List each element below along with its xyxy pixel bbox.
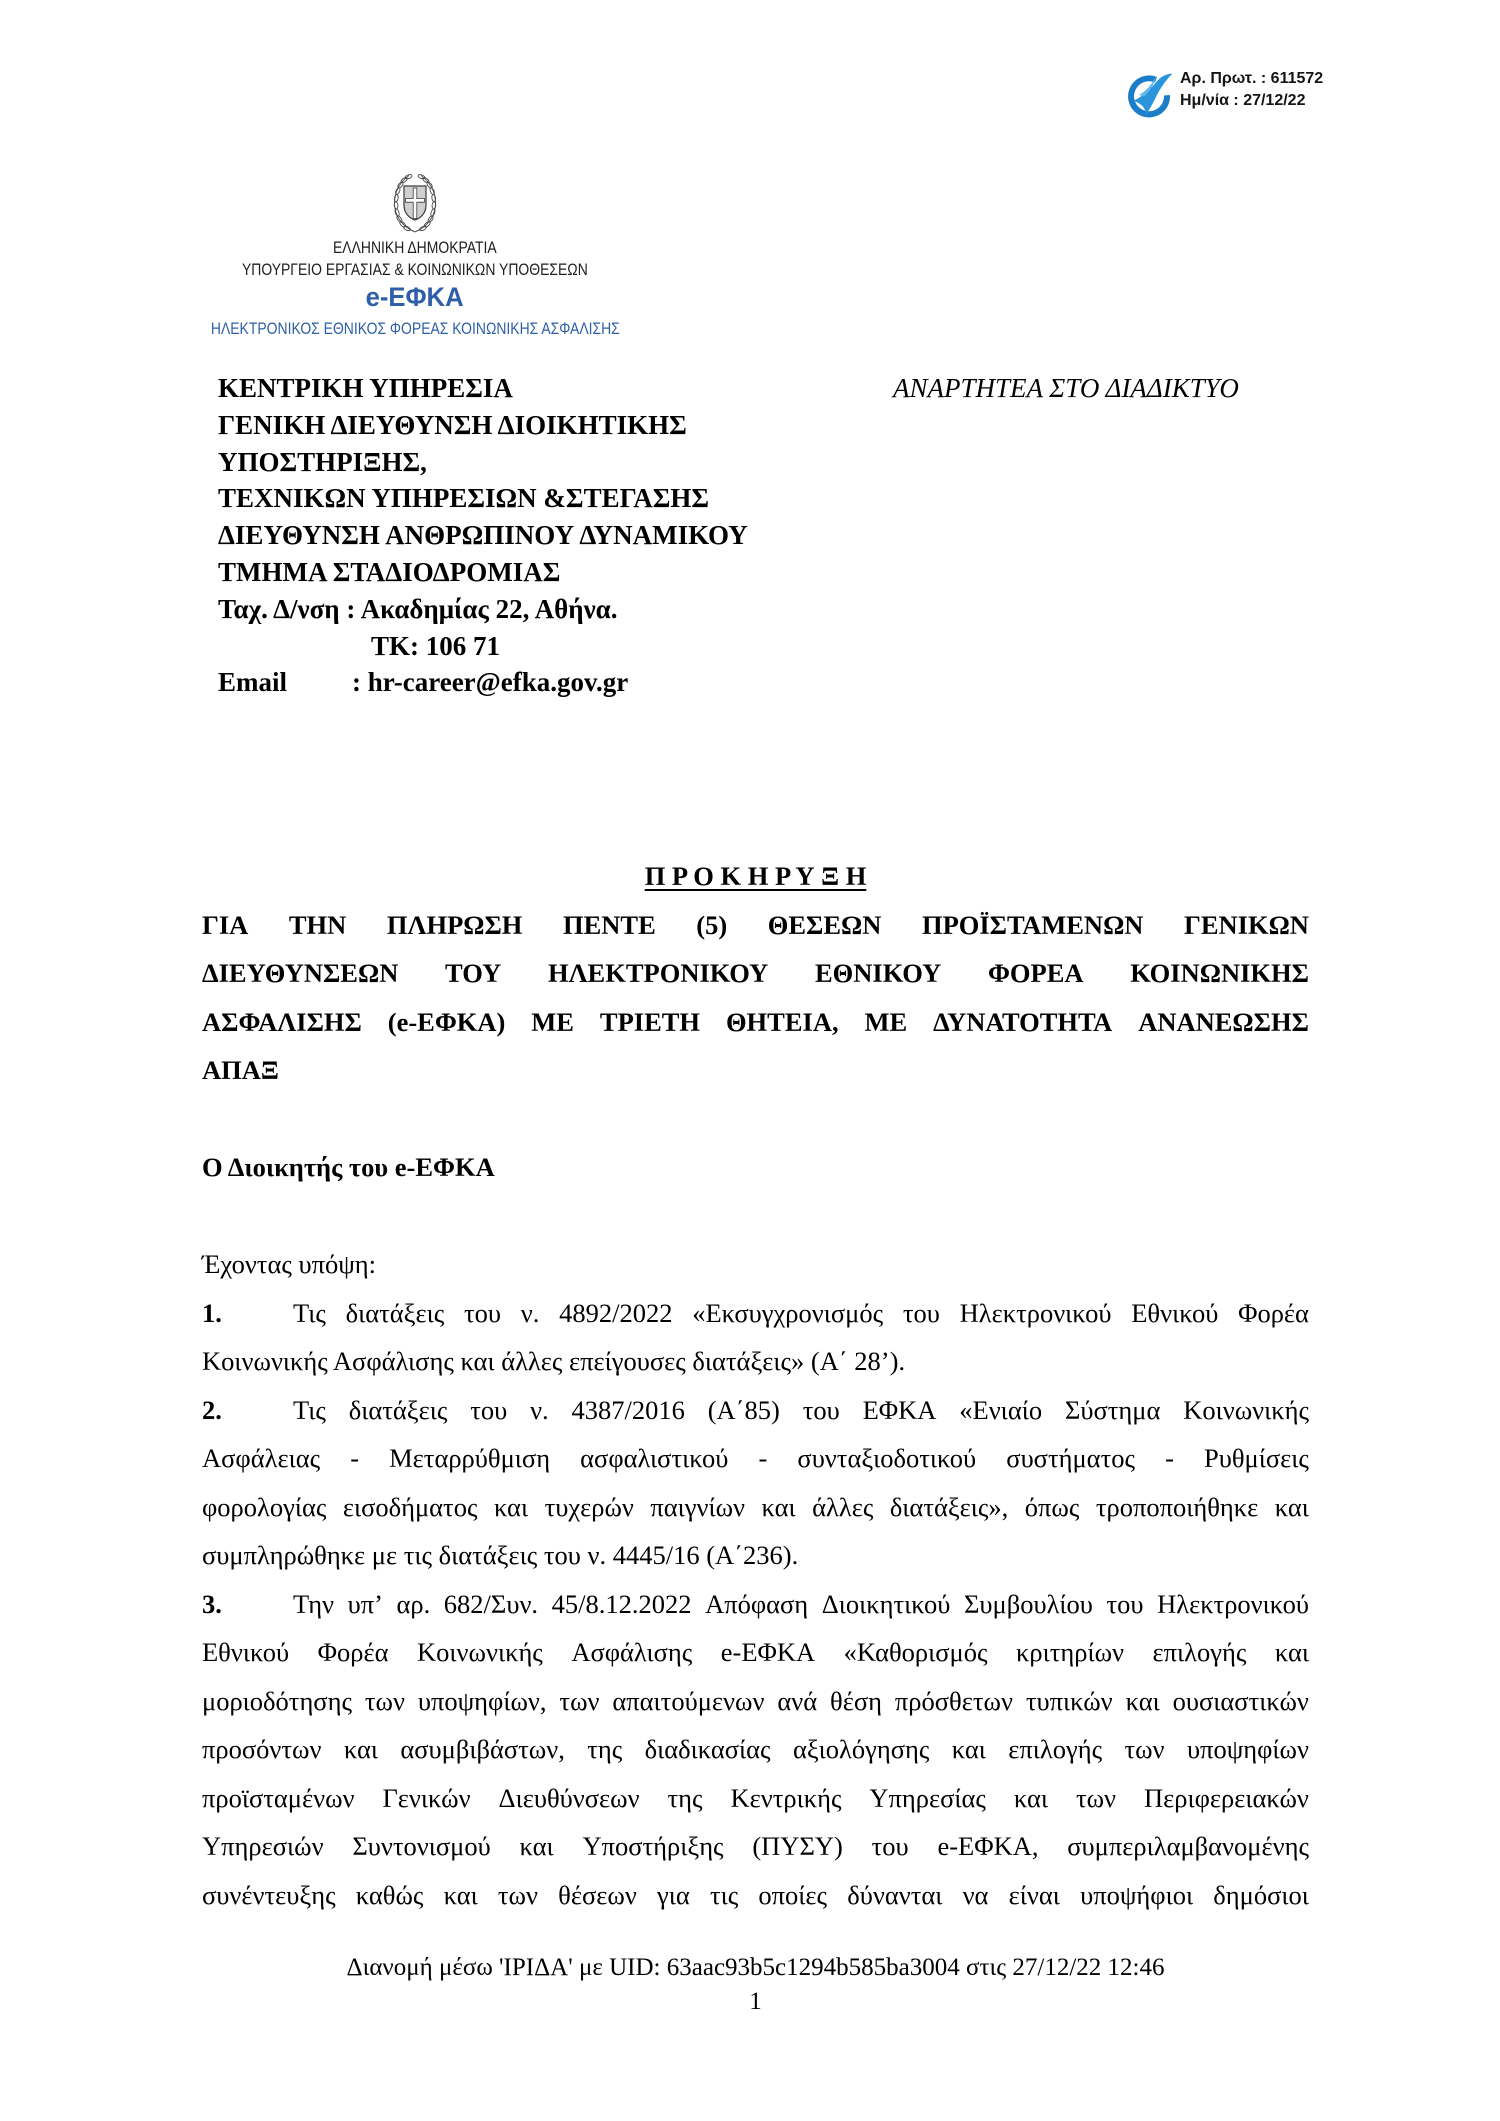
word: υποψηφίων xyxy=(1186,1734,1309,1764)
word: (e-ΕΦΚΑ) xyxy=(387,1006,506,1037)
posting-note: ΑΝΑΡΤΗΤΕΑ ΣΤΟ ΔΙΑΔΙΚΤΥΟ xyxy=(893,373,1239,403)
item-line: συμπληρώθηκε με τις διατάξεις του ν. 4445/16 (Α΄236). xyxy=(202,1540,799,1570)
word: αξιολόγησης xyxy=(792,1734,930,1764)
word: Φορέα xyxy=(1238,1297,1309,1328)
item-line xyxy=(202,1677,1309,1726)
postal-code: ΤΚ: 106 71 xyxy=(371,630,501,661)
word: 682/Συν. xyxy=(443,1588,539,1619)
letterhead-organization xyxy=(115,319,715,339)
word: και xyxy=(1274,1491,1309,1522)
word: τις xyxy=(709,1879,739,1910)
word: άλλες xyxy=(812,1491,874,1522)
greek-coat-of-arms-icon xyxy=(390,169,440,235)
word: για xyxy=(657,1879,690,1910)
word: ασφαλιστικού xyxy=(580,1443,729,1473)
word: του xyxy=(463,1297,501,1328)
word: του xyxy=(1106,1588,1144,1619)
word: των xyxy=(1124,1734,1165,1764)
word: διαδικασίας xyxy=(644,1734,771,1764)
word: κριτηρίων xyxy=(1016,1637,1125,1667)
word: του xyxy=(902,1297,940,1328)
word: να xyxy=(962,1879,989,1910)
word: είναι xyxy=(1008,1879,1060,1910)
email-address: : hr-career@efka.gov.gr xyxy=(352,667,629,698)
word: μοριοδότησης xyxy=(202,1685,352,1716)
word: Απόφαση xyxy=(705,1588,809,1619)
word: ΔΥΝΑΤΟΤΗΤΑ xyxy=(933,1006,1113,1037)
word: Την xyxy=(293,1588,335,1619)
word: συστήματος xyxy=(1006,1443,1135,1473)
item-first-line xyxy=(202,1386,1309,1435)
announcement-body xyxy=(202,852,1309,1919)
word: δημόσιοι xyxy=(1213,1879,1309,1910)
word: απαιτούμενων xyxy=(612,1685,765,1716)
title-line xyxy=(202,998,1309,1047)
announcement-title xyxy=(202,901,1309,1095)
word: υποψήφιοι xyxy=(1080,1879,1194,1910)
word: θέσεων xyxy=(558,1879,637,1910)
letterhead-brand xyxy=(115,281,715,313)
word: Ασφάλισης xyxy=(571,1637,693,1667)
word: και xyxy=(1274,1637,1309,1667)
word: ΜΕ xyxy=(864,1006,908,1037)
word: ουσιαστικών xyxy=(1172,1685,1309,1716)
distribution-note: Διανομή μέσω 'ΙΡΙΔΑ' με UID: 63aac93b5c1294b585ba3004 στις 27/12/22 12:46 xyxy=(346,1954,1165,1981)
word: - xyxy=(1165,1443,1174,1473)
word: Συντονισμού xyxy=(352,1831,491,1861)
word: επιλογής xyxy=(1152,1637,1247,1667)
word: του xyxy=(802,1394,840,1425)
word: ασυμβιβάστων, xyxy=(400,1734,565,1764)
word: πρόσθετων xyxy=(894,1685,1013,1716)
word: 45/8.12.2022 xyxy=(551,1588,692,1619)
item-line xyxy=(293,1289,1309,1338)
blank-line xyxy=(202,1095,1309,1144)
word: Υποστήριξης xyxy=(582,1831,724,1861)
legal-basis-item xyxy=(202,1386,1309,1580)
sender-line: ΚΕΝΤΡΙΚΗ ΥΠΗΡΕΣΙΑ xyxy=(218,373,513,403)
sender-line: ΤΜΗΜΑ ΣΤΑΔΙΟΔΡΟΜΙΑΣ xyxy=(218,556,561,587)
word: ν. xyxy=(520,1297,540,1328)
word: «Εκσυγχρονισμός xyxy=(692,1297,884,1328)
word: συμπεριλαμβανομένης xyxy=(1067,1831,1309,1861)
word: Εθνικού xyxy=(1131,1297,1219,1328)
sender-details xyxy=(218,370,858,701)
word: Διοικητικού xyxy=(821,1588,951,1619)
word: ΘΕΣΕΩΝ xyxy=(767,909,882,940)
word: «Καθορισμός xyxy=(843,1637,988,1667)
word: των xyxy=(497,1879,538,1910)
efka-logo-icon xyxy=(1124,70,1174,122)
title-line: ΑΠΑΞ xyxy=(202,1055,279,1085)
word: διατάξεις», xyxy=(889,1491,1009,1522)
sender-line: ΓΕΝΙΚΗ ΔΙΕΥΘΥΝΣΗ ΔΙΟΙΚΗΤΙΚΗΣ xyxy=(218,409,687,440)
item-first-line xyxy=(202,1289,1309,1338)
word: Κεντρικής xyxy=(730,1782,842,1813)
word: προϊσταμένων xyxy=(202,1782,355,1813)
word: 4387/2016 xyxy=(571,1394,685,1425)
word: (5) xyxy=(696,909,728,940)
word: της xyxy=(587,1734,623,1764)
word: του xyxy=(871,1831,909,1861)
page-number: 1 xyxy=(749,1988,762,2015)
item-number: 3. xyxy=(202,1588,222,1619)
item-line xyxy=(202,1483,1309,1532)
word: e-ΕΦΚΑ, xyxy=(937,1831,1039,1861)
word: Υπηρεσίας xyxy=(869,1782,986,1813)
word: Διευθύνσεων xyxy=(498,1782,640,1813)
word: των xyxy=(559,1685,600,1716)
item-line xyxy=(202,1725,1309,1774)
word: Κοινωνικής xyxy=(1183,1394,1309,1425)
postal-address: Ταχ. Δ/νση : Ακαδημίας 22, Αθήνα. xyxy=(218,593,618,624)
word: συνταξιοδοτικού xyxy=(797,1443,977,1473)
word: ΔΙΕΥΘΥΝΣΕΩΝ xyxy=(202,958,399,988)
sender-line: ΔΙΕΥΘΥΝΣΗ ΑΝΘΡΩΠΙΝΟΥ ΔΥΝΑΜΙΚΟΥ xyxy=(218,520,748,551)
word: Περιφερειακών xyxy=(1143,1782,1309,1813)
word: της xyxy=(667,1782,703,1813)
word: οποίες xyxy=(758,1879,828,1910)
item-line xyxy=(293,1580,1309,1629)
protocol-number: Αρ. Πρωτ. : 611572 xyxy=(1180,70,1324,87)
item-first-line xyxy=(202,1580,1309,1629)
item-line xyxy=(202,1774,1309,1823)
word: φορολογίας xyxy=(202,1491,327,1522)
word: Ηλεκτρονικού xyxy=(959,1297,1112,1328)
word: υποψηφίων, xyxy=(417,1685,547,1716)
item-line: Κοινωνικής Ασφάλισης και άλλες επείγουσες διατάξεις» (Α΄ 28’). xyxy=(202,1346,906,1376)
word: και xyxy=(519,1831,554,1861)
word: ΤΡΙΕΤΗ xyxy=(599,1006,701,1037)
brand-logo-text: e-ΕΦΚΑ xyxy=(365,282,465,312)
word: όπως xyxy=(1024,1491,1080,1522)
ministry-text: ΥΠΟΥΡΓΕΙΟ ΕΡΓΑΣΙΑΣ & ΚΟΙΝΩΝΙΚΩΝ ΥΠΟΘΕΣΕΩΝ xyxy=(242,260,588,279)
word: ΠΡΟΪΣΤΑΜΕΝΩΝ xyxy=(921,909,1144,940)
word: εισοδήματος xyxy=(342,1491,478,1522)
word: διατάξεις xyxy=(348,1394,448,1425)
word: ΕΘΝΙΚΟΥ xyxy=(814,958,942,988)
word: Μεταρρύθμιση xyxy=(389,1443,551,1473)
word: ΦΟΡΕΑ xyxy=(987,958,1084,988)
protocol-date: Ημ/νία : 27/12/22 xyxy=(1180,92,1306,109)
sender-line: ΤΕΧΝΙΚΩΝ ΥΠΗΡΕΣΙΩΝ &ΣΤΕΓΑΣΗΣ xyxy=(218,483,710,514)
word: δύνανται xyxy=(847,1879,943,1910)
word: τυχερών xyxy=(544,1491,634,1522)
word: Σύστημα xyxy=(1064,1394,1161,1425)
word: ΤΗΝ xyxy=(288,909,347,940)
word: ΘΗΤΕΙΑ, xyxy=(725,1006,839,1037)
legal-basis-item xyxy=(202,1580,1309,1920)
word: Εθνικού xyxy=(202,1637,290,1667)
word: (Α΄85) xyxy=(707,1394,780,1425)
item-line xyxy=(202,1822,1309,1871)
organization-text: ΗΛΕΚΤΡΟΝΙΚΟΣ ΕΘΝΙΚΟΣ ΦΟΡΕΑΣ ΚΟΙΝΩΝΙΚΗΣ ΑΣΦΑΛΙΣΗΣ xyxy=(210,319,620,338)
announcement-heading: Π Ρ Ο Κ Η Ρ Υ Ξ Η xyxy=(644,861,867,891)
word: ΗΛΕΚΤΡΟΝΙΚΟΥ xyxy=(547,958,769,988)
word: Συμβουλίου xyxy=(963,1588,1093,1619)
word: διατάξεις xyxy=(345,1297,445,1328)
word: ΕΦΚΑ xyxy=(862,1394,937,1425)
word: Τις xyxy=(293,1297,326,1328)
word: παιγνίων xyxy=(650,1491,745,1522)
word: των xyxy=(364,1685,405,1716)
word: προσόντων xyxy=(202,1734,322,1764)
item-line xyxy=(202,1434,1309,1483)
word: - xyxy=(350,1443,360,1473)
preamble: Έχοντας υπόψη: xyxy=(202,1249,377,1279)
word: τυπικών xyxy=(1025,1685,1113,1716)
protocol-stamp xyxy=(1180,68,1323,112)
word: Ασφάλειας xyxy=(202,1443,321,1473)
legal-basis-item xyxy=(202,1289,1309,1386)
word: και xyxy=(1125,1685,1160,1716)
sender-line: ΥΠΟΣΤΗΡΙΞΗΣ, xyxy=(218,446,427,477)
word: Τις xyxy=(293,1394,326,1425)
word: Ηλεκτρονικού xyxy=(1157,1588,1309,1619)
word: αρ. xyxy=(396,1588,431,1619)
word: ΑΝΑΝΕΩΣΗΣ xyxy=(1138,1006,1309,1037)
republic-text: ΕΛΛΗΝΙΚΗ ΔΗΜΟΚΡΑΤΙΑ xyxy=(333,238,497,257)
title-line xyxy=(202,949,1309,998)
item-number: 2. xyxy=(202,1394,222,1425)
word: συνέντευξης xyxy=(202,1879,336,1910)
word: και xyxy=(761,1491,796,1522)
letterhead-ministry xyxy=(115,260,715,280)
item-line xyxy=(202,1628,1309,1677)
issuing-authority: Ο Διοικητής του e-ΕΦΚΑ xyxy=(202,1152,495,1182)
word: ν. xyxy=(530,1394,549,1425)
word: και xyxy=(1013,1782,1048,1813)
word: (ΠΥΣΥ) xyxy=(752,1831,843,1861)
word: e-ΕΦΚΑ xyxy=(720,1637,816,1667)
word: ΜΕ xyxy=(531,1006,574,1037)
word: και xyxy=(343,1734,378,1764)
item-line xyxy=(202,1871,1309,1920)
word: ΠΕΝΤΕ xyxy=(562,909,656,940)
word: ΠΛΗΡΩΣΗ xyxy=(386,909,523,940)
word: Υπηρεσιών xyxy=(202,1831,324,1861)
word: και xyxy=(443,1879,478,1910)
word: - xyxy=(758,1443,768,1473)
word: των xyxy=(1075,1782,1117,1813)
word: καθώς xyxy=(355,1879,424,1910)
item-line xyxy=(293,1386,1309,1435)
word: 4892/2022 xyxy=(559,1297,673,1328)
word: Γενικών xyxy=(382,1782,471,1813)
letterhead-republic xyxy=(115,238,715,258)
word: ΚΟΙΝΩΝΙΚΗΣ xyxy=(1130,958,1309,988)
word: ΑΣΦΑΛΙΣΗΣ xyxy=(202,1006,362,1037)
word: θέση xyxy=(830,1685,882,1716)
word: Ρυθμίσεις xyxy=(1203,1443,1309,1473)
word: του xyxy=(470,1394,508,1425)
word: επιλογής xyxy=(1008,1734,1103,1764)
word: υπ’ xyxy=(347,1588,383,1619)
word: ΓΕΝΙΚΩΝ xyxy=(1183,909,1309,940)
word: ΓΙΑ xyxy=(202,909,249,940)
item-number: 1. xyxy=(202,1297,222,1328)
word: Φορέα xyxy=(317,1637,389,1667)
word: «Ενιαίο xyxy=(959,1394,1043,1425)
email-row xyxy=(218,664,858,701)
word: και xyxy=(951,1734,986,1764)
word: τροποποιήθηκε xyxy=(1095,1491,1259,1522)
word: ανά xyxy=(777,1685,818,1716)
email-label: Email xyxy=(218,667,288,698)
page-footer xyxy=(202,1951,1309,2019)
blank-line xyxy=(202,1192,1309,1241)
title-line xyxy=(202,901,1309,950)
word: ΤΟΥ xyxy=(445,958,502,988)
word: Κοινωνικής xyxy=(417,1637,543,1667)
word: και xyxy=(493,1491,529,1522)
